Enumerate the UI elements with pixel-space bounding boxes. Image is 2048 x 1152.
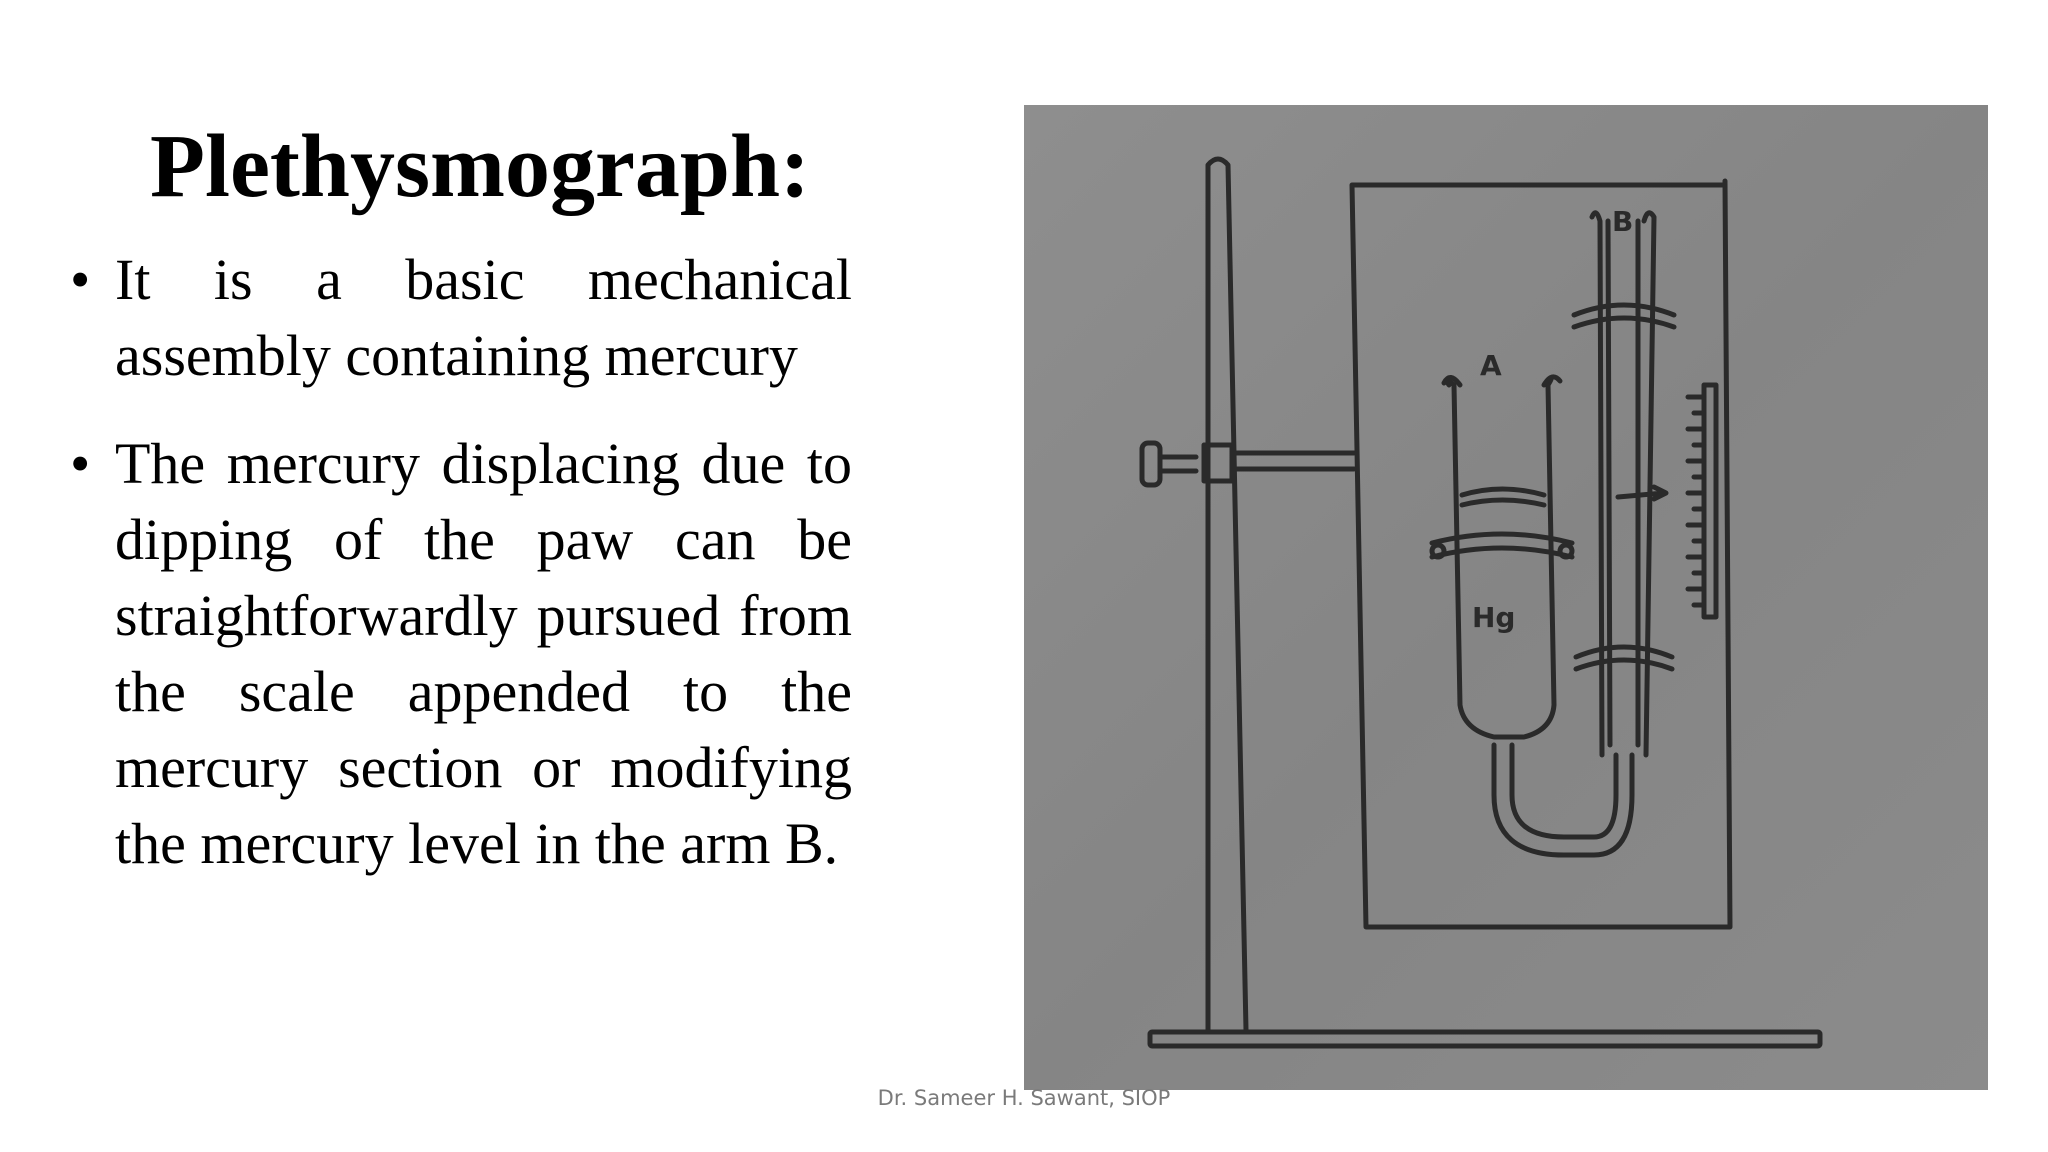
- arm-a-label: A: [1480, 349, 1502, 382]
- arm-a-rim: [1444, 377, 1560, 385]
- mercury-label: Hg: [1472, 601, 1516, 634]
- bullet-marker: •: [70, 247, 91, 312]
- arm-b-inner: [1608, 221, 1638, 745]
- bullet-text: The mercury displacing due to dipping of the paw can be straightforwardly pursued from the scale appended to the mercury section or modifying the mercury level in the arm B.: [115, 431, 852, 876]
- plethysmograph-diagram: [1024, 105, 1988, 1090]
- bullet-marker: •: [70, 431, 91, 496]
- arm-a-clamp-bolt: [1560, 545, 1572, 557]
- apparatus-drawing: [1024, 105, 1988, 1090]
- clamp-arm: [1236, 453, 1354, 469]
- arm-a-chamber: [1446, 379, 1554, 737]
- arm-b-clamp-top: [1574, 305, 1674, 327]
- arm-b-level-marker: [1618, 487, 1666, 499]
- clamp-screw-stem: [1160, 457, 1196, 471]
- bullet-item: [70, 426, 852, 882]
- slide-title: Plethysmograph:: [150, 117, 810, 216]
- bullet-item: [70, 242, 852, 394]
- bullet-text: It is a basic mechanical assembly containing mercury: [115, 247, 852, 388]
- u-tube-inner: [1512, 745, 1616, 837]
- measurement-scale: [1704, 385, 1716, 617]
- arm-a-mercury-level: [1462, 489, 1544, 505]
- mounting-board: [1352, 181, 1730, 927]
- arm-b-tube: [1592, 213, 1654, 755]
- arm-b-clamp-bottom: [1576, 647, 1672, 669]
- arm-b-label: B: [1612, 205, 1634, 238]
- slide-footer: Dr. Sameer H. Sawant, SIOP: [877, 1086, 1171, 1110]
- bullet-list: [70, 242, 852, 914]
- stand-base: [1150, 1032, 1820, 1046]
- arm-a-clamp-bolt: [1432, 545, 1444, 557]
- stand-rod: [1208, 159, 1246, 1030]
- clamp-screw-knob: [1142, 443, 1160, 485]
